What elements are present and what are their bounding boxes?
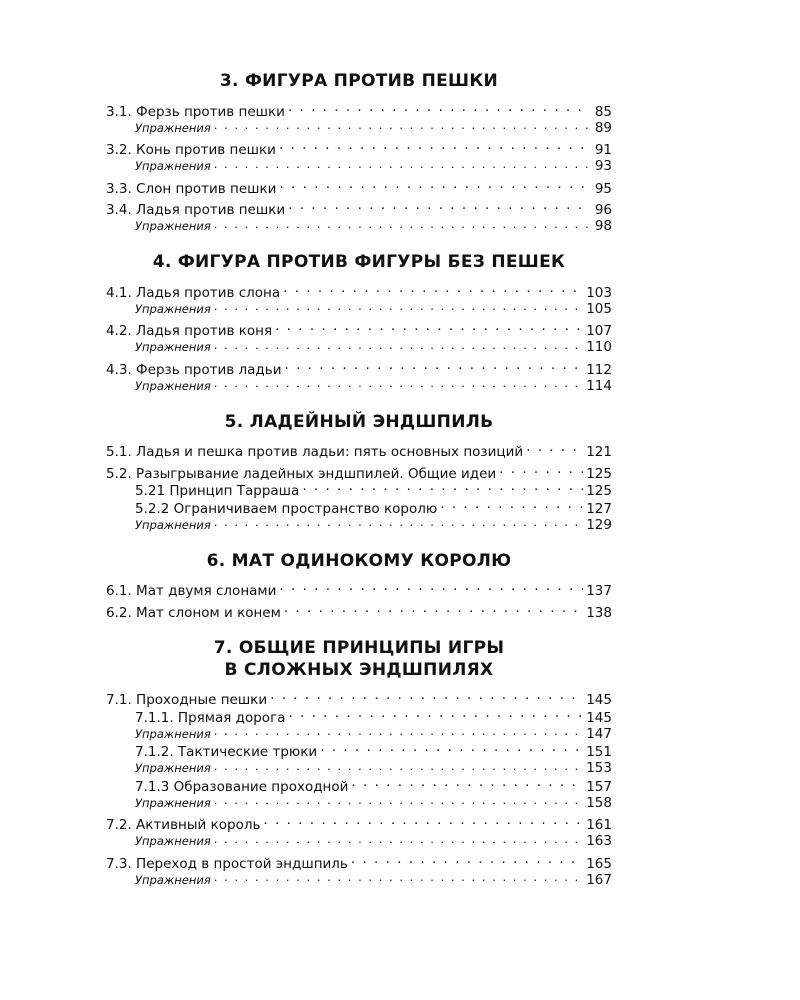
chapter-title: [106, 550, 612, 572]
toc-entry[interactable]: [106, 582, 612, 600]
toc-entry-label: Упражнения: [135, 795, 211, 810]
dot-leader: [351, 777, 583, 791]
toc-entry-label: 3.1. Ферзь против пешки: [106, 103, 285, 120]
toc-exercise-entry[interactable]: [106, 760, 612, 777]
dot-leader: [279, 141, 589, 155]
dot-leader: [214, 219, 589, 231]
toc-entry-label: 7.1.3 Образование проходной: [135, 778, 349, 795]
toc-entry-page-number: 95: [594, 180, 612, 197]
toc-entry-label: Упражнения: [135, 219, 211, 233]
dot-leader: [214, 795, 583, 807]
dot-leader: [302, 482, 583, 496]
chapter-section: [106, 637, 612, 889]
chapter-title-line: 7. ОБЩИЕ ПРИНЦИПЫ ИГРЫ: [213, 637, 505, 658]
dot-leader: [214, 340, 583, 352]
toc-entries: [106, 691, 612, 889]
toc-entry-label: 4.2. Ладья против коня: [106, 323, 273, 339]
toc-entry-label: 6.2. Мат слоном и конем: [106, 604, 281, 621]
toc-entry[interactable]: [106, 777, 612, 795]
toc-entry-page-number: 93: [594, 158, 612, 174]
dot-leader: [351, 854, 583, 868]
dot-leader: [440, 499, 583, 513]
toc-entry-label: Упражнения: [135, 517, 211, 532]
toc-entry-label: 7.1. Проходные пешки: [106, 692, 268, 708]
chapter-title: [106, 411, 612, 433]
chapter-section: [106, 411, 612, 534]
toc-entry-label: 5.2.2 Ограничиваем пространство королю: [135, 500, 438, 517]
dot-leader: [214, 120, 589, 132]
dot-leader: [288, 201, 589, 215]
toc-entry[interactable]: [106, 482, 612, 500]
toc-entry-page-number: 112: [586, 361, 612, 378]
toc-entry-page-number: 110: [586, 339, 612, 355]
toc-entry[interactable]: [106, 464, 612, 482]
toc-entry-label: 5.21 Принцип Тарраша: [135, 483, 300, 499]
dot-leader: [214, 726, 583, 738]
toc-exercise-entry[interactable]: [106, 795, 612, 812]
toc-entry-page-number: 157: [586, 778, 612, 795]
toc-exercise-entry[interactable]: [106, 872, 612, 889]
toc-entry-label: Упражнения: [135, 834, 211, 848]
dot-leader: [270, 691, 583, 705]
toc-entry-label: 5.1. Ладья и пешка против ладьи: пять основных позиций: [106, 444, 524, 460]
toc-entry-page-number: 145: [586, 709, 612, 726]
chapter-section: [106, 251, 612, 395]
dot-leader: [214, 301, 583, 313]
toc-entry[interactable]: [106, 443, 612, 461]
toc-entry-page-number: 145: [586, 692, 612, 708]
toc-entry-page-number: 165: [586, 855, 612, 872]
toc-entry-page-number: 127: [586, 500, 612, 517]
toc-entry-page-number: 129: [586, 516, 612, 533]
toc-entry-page-number: 158: [586, 794, 612, 811]
toc-entry-page-number: 103: [586, 284, 612, 301]
toc-entry-label: Упражнения: [135, 761, 211, 775]
chapter-title: [106, 251, 612, 273]
toc-entry-label: 7.3. Переход в простой эндшпиль: [106, 855, 348, 872]
chapter-title-line: 5. ЛАДЕЙНЫЙ ЭНДШПИЛЬ: [224, 411, 494, 432]
toc-entry-page-number: 91: [594, 142, 612, 158]
chapter-title-line: 6. МАТ ОДИНОКОМУ КОРОЛЮ: [206, 550, 512, 571]
toc-exercise-entry[interactable]: [106, 833, 612, 850]
chapter-title-line: В СЛОЖНЫХ ЭНДШПИЛЯХ: [224, 659, 494, 680]
toc-entry-label: Упражнения: [135, 872, 211, 887]
toc-entry[interactable]: [106, 179, 612, 197]
toc-entries: [106, 582, 612, 621]
toc-entry-page-number: 153: [586, 760, 612, 776]
toc-exercise-entry[interactable]: [106, 301, 612, 318]
chapter-section: [106, 70, 612, 235]
toc-entry-label: 7.1.1. Прямая дорога: [135, 709, 286, 726]
toc-entry[interactable]: [106, 743, 612, 761]
toc-entry-label: 3.3. Слон против пешки: [106, 180, 277, 197]
toc-exercise-entry[interactable]: [106, 158, 612, 175]
toc-entry-page-number: 167: [586, 871, 612, 888]
toc-entry-label: 7.2. Активный король: [106, 817, 261, 833]
toc-entry[interactable]: [106, 102, 612, 120]
toc-exercise-entry[interactable]: [106, 517, 612, 534]
toc-entry[interactable]: [106, 691, 612, 709]
toc-entry-page-number: 125: [586, 483, 612, 499]
chapter-title: [106, 70, 612, 92]
toc-entries: [106, 283, 612, 395]
toc-entries: [106, 102, 612, 235]
toc-entry-page-number: 121: [586, 444, 612, 460]
dot-leader: [288, 708, 583, 722]
toc-entry-label: 3.2. Конь против пешки: [106, 142, 276, 158]
dot-leader: [288, 102, 589, 116]
toc-entry-page-number: 151: [586, 744, 612, 760]
toc-entry-label: Упражнения: [135, 726, 211, 741]
toc-exercise-entry[interactable]: [106, 120, 612, 137]
toc-entry[interactable]: [106, 283, 612, 301]
dot-leader: [284, 603, 583, 617]
dot-leader: [279, 582, 583, 596]
toc-entry-label: Упражнения: [135, 120, 211, 135]
toc-entry-page-number: 114: [586, 377, 612, 394]
dot-leader: [283, 283, 583, 297]
toc-entry-label: 7.1.2. Тактические трюки: [135, 744, 318, 760]
dot-leader: [284, 360, 583, 374]
toc-entry[interactable]: [106, 360, 612, 378]
dot-leader: [214, 834, 583, 846]
chapter-title-line: 4. ФИГУРА ПРОТИВ ФИГУРЫ БЕЗ ПЕШЕК: [152, 252, 566, 272]
toc-entry-label: Упражнения: [135, 159, 211, 173]
dot-leader: [214, 378, 583, 390]
toc-entry-page-number: 107: [586, 323, 612, 339]
toc-exercise-entry[interactable]: [106, 378, 612, 395]
toc-entry[interactable]: [106, 603, 612, 621]
toc-entry-page-number: 163: [586, 833, 612, 849]
toc-exercise-entry[interactable]: [106, 339, 612, 356]
dot-leader: [320, 743, 583, 757]
toc-entry-page-number: 98: [594, 218, 612, 234]
toc-entry-label: 4.3. Ферзь против ладьи: [106, 361, 282, 378]
toc-entry-page-number: 125: [586, 465, 612, 482]
toc-entry[interactable]: [106, 201, 612, 219]
dot-leader: [275, 322, 583, 336]
chapter-title: [106, 637, 612, 681]
dot-leader: [526, 443, 583, 457]
toc-entry-page-number: 105: [586, 300, 612, 317]
toc-exercise-entry[interactable]: [106, 726, 612, 743]
dot-leader: [214, 872, 583, 884]
toc-entry-label: Упражнения: [135, 378, 211, 393]
dot-leader: [499, 464, 583, 478]
toc-entry-label: 5.2. Разыгрывание ладейных эндшпилей. Общие идеи: [106, 465, 497, 482]
toc-entry-label: Упражнения: [135, 340, 211, 354]
toc-entry-label: 6.1. Мат двумя слонами: [106, 583, 277, 599]
chapter-section: [106, 550, 612, 621]
dot-leader: [214, 159, 589, 171]
dot-leader: [279, 179, 589, 193]
toc-entry[interactable]: [106, 141, 612, 159]
toc-entry[interactable]: [106, 854, 612, 872]
toc-entry-page-number: 147: [586, 725, 612, 742]
toc-entry-page-number: 161: [586, 817, 612, 833]
toc-exercise-entry[interactable]: [106, 218, 612, 235]
toc-entry-page-number: 85: [594, 103, 612, 120]
toc-entry[interactable]: [106, 322, 612, 340]
table-of-contents: [106, 70, 612, 905]
toc-entry-page-number: 96: [594, 202, 612, 218]
toc-entry-label: 3.4. Ладья против пешки: [106, 202, 286, 218]
toc-entry[interactable]: [106, 708, 612, 726]
toc-entry-page-number: 138: [586, 604, 612, 621]
toc-entry[interactable]: [106, 499, 612, 517]
toc-entry[interactable]: [106, 816, 612, 834]
chapter-title-line: 3. ФИГУРА ПРОТИВ ПЕШКИ: [219, 71, 499, 91]
toc-entries: [106, 443, 612, 534]
dot-leader: [263, 816, 583, 830]
dot-leader: [214, 761, 583, 773]
toc-entry-page-number: 89: [594, 119, 612, 136]
toc-entry-label: 4.1. Ладья против слона: [106, 284, 281, 301]
toc-entry-page-number: 137: [586, 583, 612, 599]
toc-entry-label: Упражнения: [135, 301, 211, 316]
dot-leader: [214, 517, 583, 529]
